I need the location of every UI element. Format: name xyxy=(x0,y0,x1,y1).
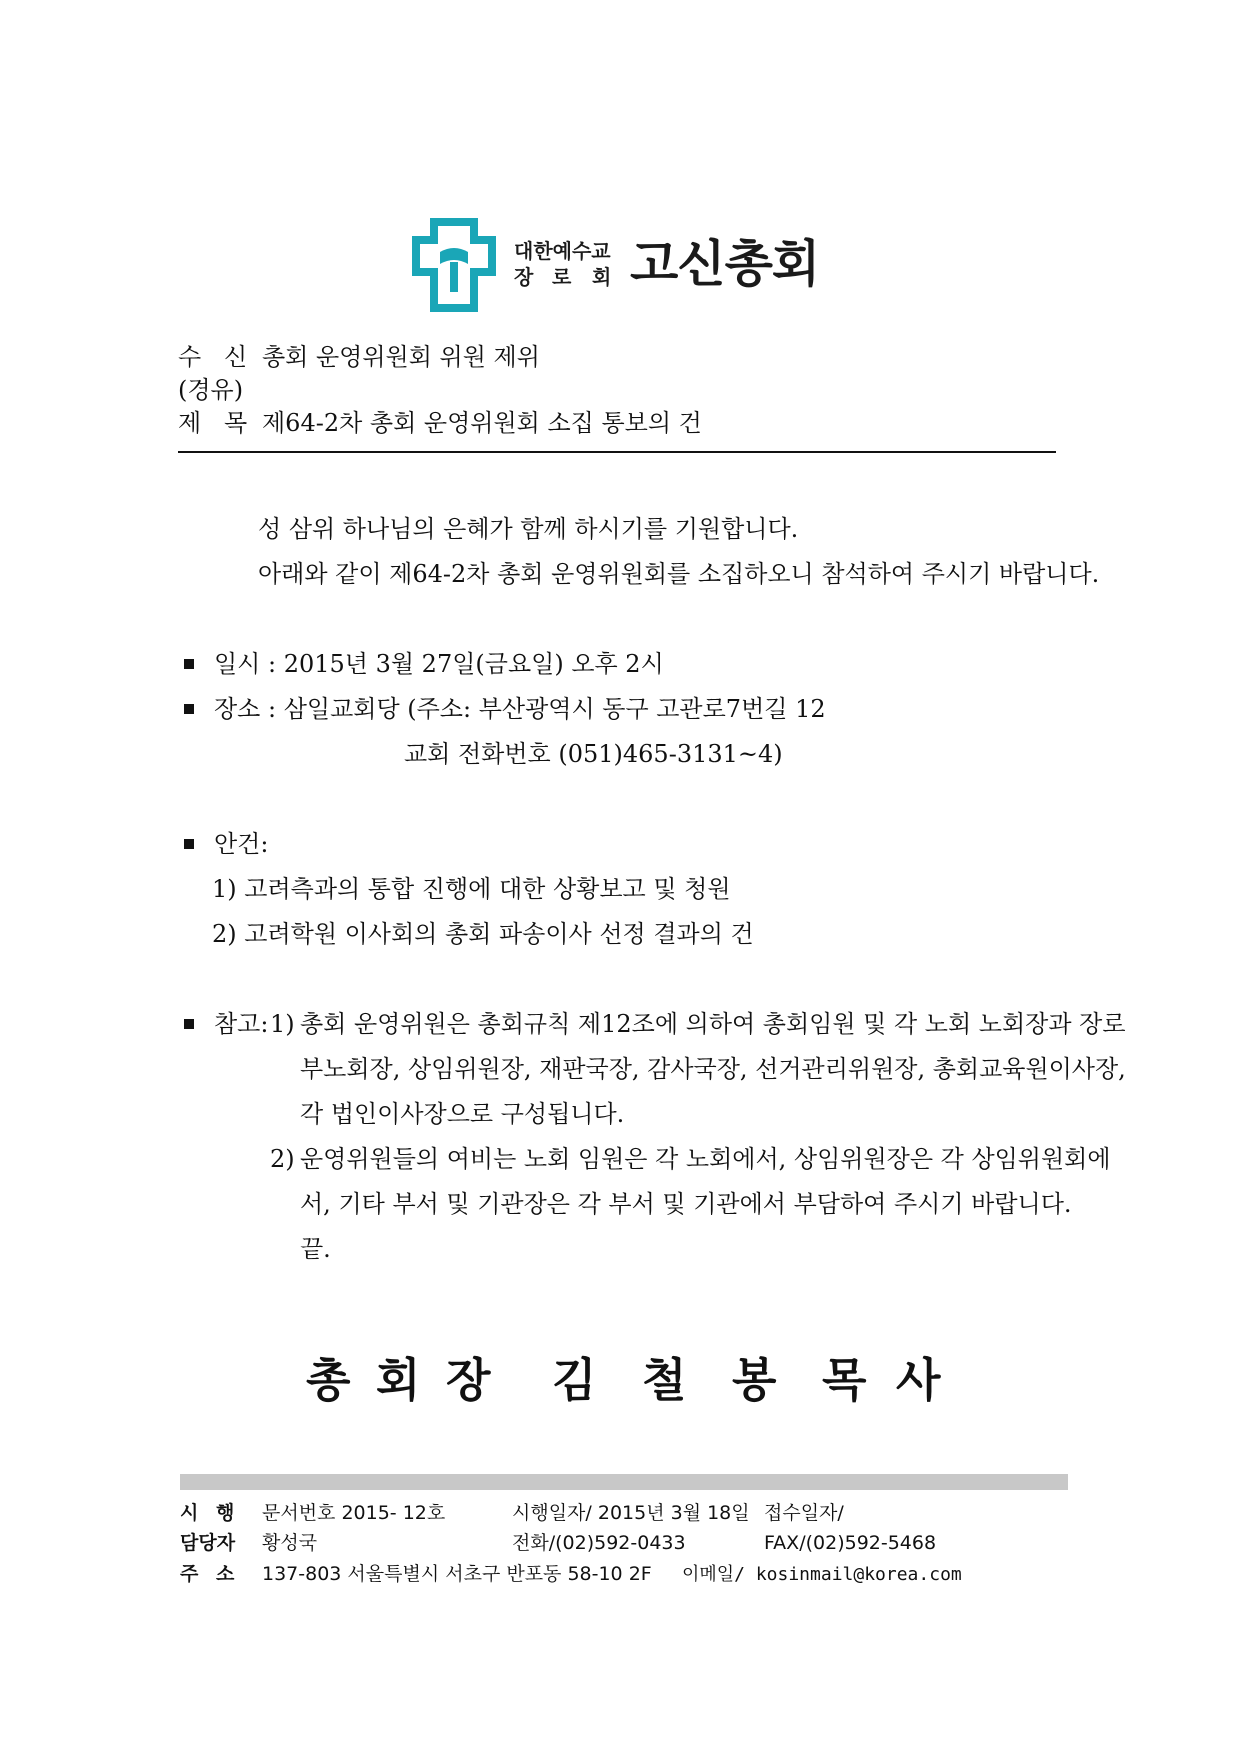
officer-name: 황성국 xyxy=(262,1532,318,1554)
enforce-date: 시행일자/ 2015년 3월 18일 xyxy=(512,1502,750,1524)
via-label: (경유) xyxy=(178,376,244,404)
email xyxy=(682,1561,962,1588)
note-line xyxy=(184,1009,268,1039)
note1-line-1: 총회 운영위원은 총회규칙 제12조에 의하여 총회임원 및 각 노회 노회장과 장로 xyxy=(300,1010,1126,1038)
subject-value: 제64-2차 총회 운영위원회 소집 통보의 건 xyxy=(262,409,702,437)
note1-line-2: 부노회장, 상임위원장, 재판국장, 감사국장, 선거관리위원장, 총회교육원이사장, xyxy=(300,1055,1126,1083)
header-divider xyxy=(178,451,1056,453)
logo-org-line2-1: 장 xyxy=(514,265,534,289)
note2-line-1: 운영위원들의 여비는 노회 임원은 각 노회에서, 상임위원장은 각 상임위원회에 xyxy=(300,1145,1111,1173)
bullet-icon xyxy=(184,1019,194,1029)
footer-row2-label: 담당자 xyxy=(180,1532,236,1554)
signature-char: 사 xyxy=(896,1353,941,1407)
footer-row3-label-1: 주 xyxy=(180,1563,199,1585)
note2-line-2: 서, 기타 부서 및 기관장은 각 부서 및 기관에서 부담하여 주시기 바랍니다. xyxy=(300,1190,1072,1218)
place-text: 장소 : 삼일교회당 (주소: 부산광역시 동구 고관로7번길 12 xyxy=(214,695,826,723)
signature-char: 총 xyxy=(306,1353,351,1407)
bullet-icon xyxy=(184,704,194,714)
email-text: 이메일/ kosinmail@korea.com xyxy=(682,1564,962,1585)
footer-row1-label-1: 시 xyxy=(180,1502,199,1524)
place-line xyxy=(184,694,826,724)
recipient-value: 총회 운영위원회 위원 제위 xyxy=(262,343,540,371)
phone-number: 전화/(02)592-0433 xyxy=(512,1532,686,1554)
intro-text: 아래와 같이 제64-2차 총회 운영위원회를 소집하오니 참석하여 주시기 바랍니다. xyxy=(258,560,1100,588)
agenda-label: 안건: xyxy=(214,830,269,858)
note2-number: 2) xyxy=(270,1145,295,1173)
footer-row1-label-2: 행 xyxy=(216,1502,235,1524)
cross-logo-icon xyxy=(412,218,496,312)
note1-number: 1) xyxy=(270,1010,295,1038)
footer-bar xyxy=(180,1474,1068,1490)
bullet-icon xyxy=(184,839,194,849)
signature-char: 김 xyxy=(552,1353,597,1407)
footer-row3-label-2: 소 xyxy=(216,1563,235,1585)
signature-char: 봉 xyxy=(732,1353,777,1407)
bullet-icon xyxy=(184,659,194,669)
note1-line-3: 각 법인이사장으로 구성됩니다. xyxy=(300,1100,625,1128)
receipt-date: 접수일자/ xyxy=(764,1502,844,1524)
recipient-label-1: 수 xyxy=(178,343,202,371)
date-line xyxy=(184,649,664,679)
greeting-text: 성 삼위 하나님의 은혜가 함께 하시기를 기원합니다. xyxy=(258,515,799,543)
doc-number: 문서번호 2015- 12호 xyxy=(262,1502,446,1524)
logo-org-line1: 대한예수교 xyxy=(514,239,611,263)
agenda-line xyxy=(184,829,268,859)
note2-line-3: 끝. xyxy=(300,1235,331,1263)
subject-label-2: 목 xyxy=(224,409,248,437)
signature-char: 철 xyxy=(642,1353,687,1407)
recipient-label-2: 신 xyxy=(224,343,248,371)
logo-name: 고신총회 xyxy=(630,235,820,293)
date-text: 일시 : 2015년 3월 27일(금요일) 오후 2시 xyxy=(214,650,664,678)
agenda-item-2: 2) 고려학원 이사회의 총회 파송이사 선정 결과의 건 xyxy=(212,920,754,948)
logo-org-line2-3: 회 xyxy=(592,265,612,289)
address: 137-803 서울특별시 서초구 반포동 58-10 2F xyxy=(262,1563,652,1585)
agenda-item-1: 1) 고려측과의 통합 진행에 대한 상황보고 및 청원 xyxy=(212,875,731,903)
fax-number: FAX/(02)592-5468 xyxy=(764,1532,937,1554)
logo-org-line2-2: 로 xyxy=(552,265,572,289)
phone-text: 교회 전화번호 (051)465-3131~4) xyxy=(404,740,783,768)
subject-label-1: 제 xyxy=(178,409,202,437)
note-label: 참고: xyxy=(214,1010,269,1038)
signature-char: 목 xyxy=(822,1353,867,1407)
signature-char: 회 xyxy=(376,1353,421,1407)
signature-char: 장 xyxy=(446,1353,491,1407)
